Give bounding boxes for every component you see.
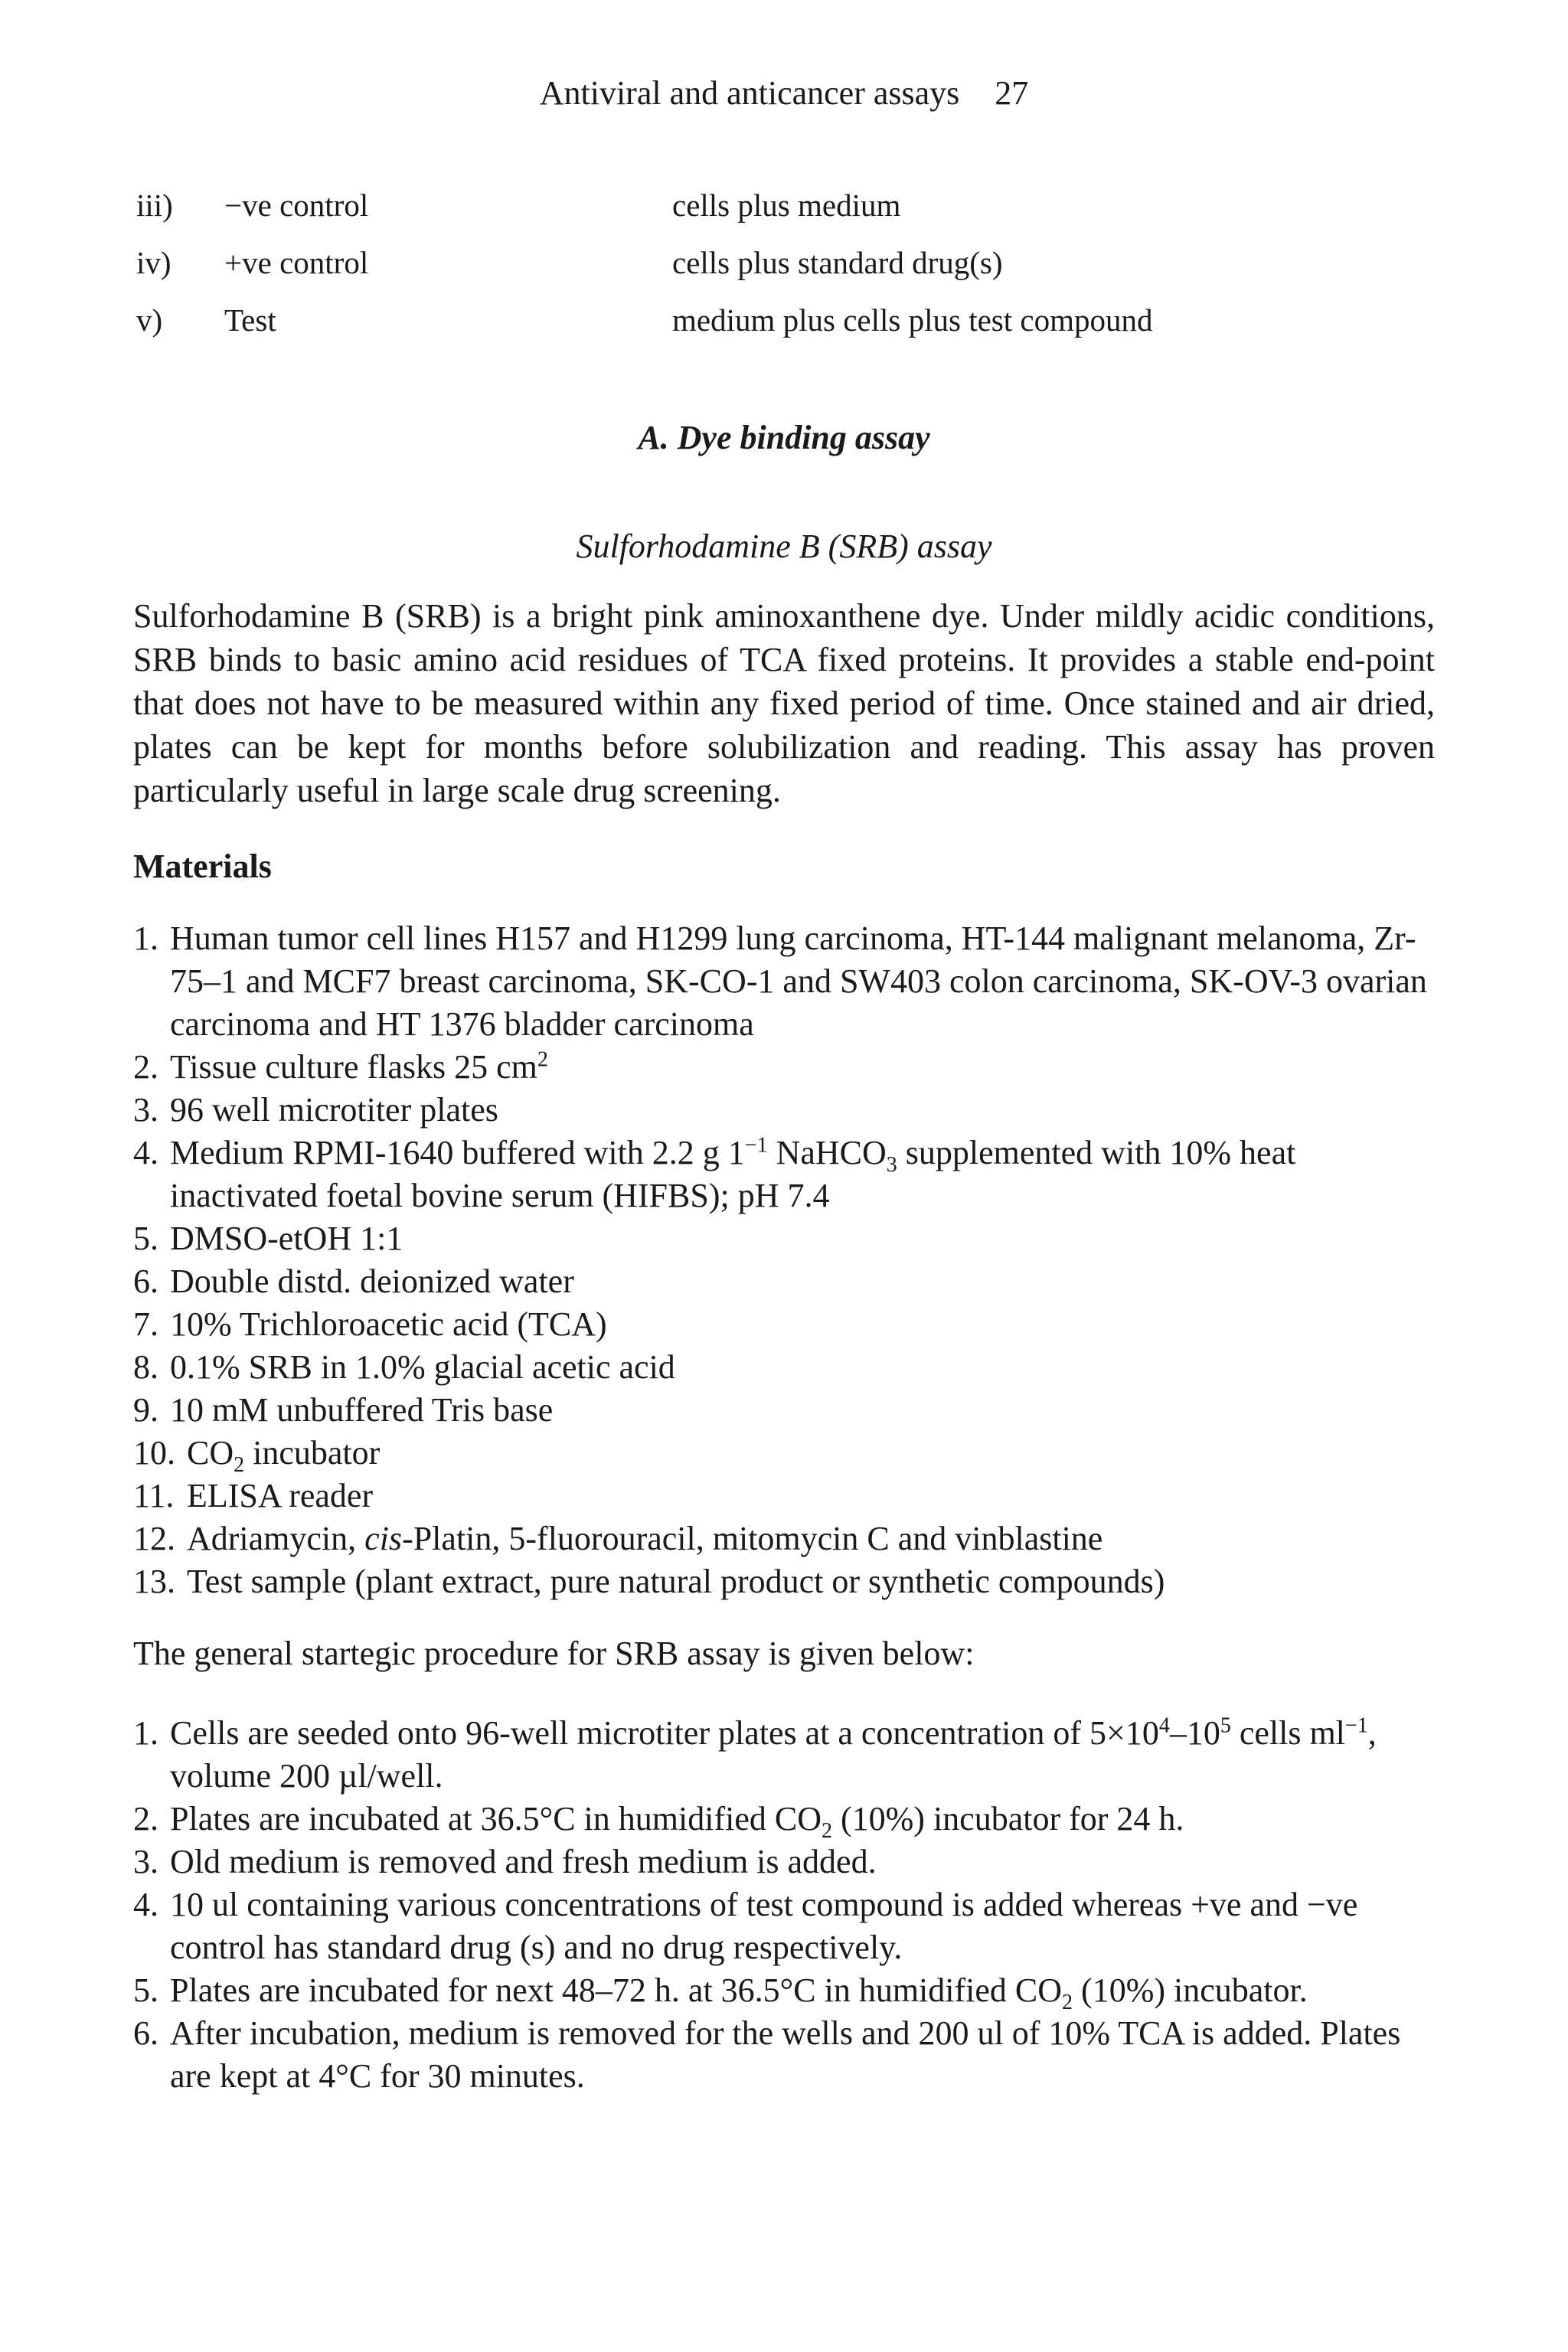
list-item <box>133 1389 1435 1432</box>
materials-heading: Materials <box>133 848 272 885</box>
superscript: −1 <box>744 1133 768 1158</box>
list-item <box>133 1132 1435 1217</box>
item-text: incubator <box>244 1434 381 1472</box>
subscript: 2 <box>1062 1990 1073 2014</box>
list-item <box>133 1260 1435 1303</box>
list-item <box>133 1560 1435 1603</box>
running-head <box>0 74 1568 113</box>
procedure-list <box>133 1712 1435 2098</box>
item-text: Cells are seeded onto 96-well microtiter plates at a concentration of 5×10 <box>170 1714 1159 1752</box>
item-text: Old medium is removed and fresh medium is added. <box>170 1843 877 1880</box>
item-text: Tissue culture flasks 25 cm <box>170 1048 537 1086</box>
item-text: (10%) incubator. <box>1073 1971 1308 2009</box>
item-text: Adriamycin, <box>187 1520 365 1557</box>
control-row <box>136 244 1438 302</box>
item-text: Plates are incubated at 36.5°C in humidified CO <box>170 1800 822 1838</box>
item-text: Plates are incubated for next 48–72 h. at 36.5°C in humidified CO <box>170 1971 1063 2009</box>
item-text: 10 mM unbuffered Tris base <box>170 1391 554 1429</box>
intro-paragraph: Sulforhodamine B (SRB) is a bright pink aminoxanthene dye. Under mildly acidic conditions, SRB binds to basic amino acid residues of TCA fixed proteins. It provides a stable end-point that does not have to be measured within any fixed period of time. Once stained and air dried, plates can be kept for months before solubilization and reading. This assay has proven particularly useful in large scale drug screening. <box>133 597 1435 809</box>
item-number: 8. <box>133 1348 158 1386</box>
item-number: 12. <box>133 1520 175 1557</box>
control-description: medium plus cells plus test compound <box>672 302 1153 338</box>
control-numeral: v) <box>136 302 163 338</box>
list-item <box>133 1475 1435 1517</box>
procedure-intro: The general startegic procedure for SRB assay is given below: <box>133 1635 975 1672</box>
list-item <box>133 1217 1435 1260</box>
control-row <box>136 187 1438 244</box>
item-number: 1. <box>133 1714 158 1752</box>
item-text: , volume 200 µl/well. <box>170 1714 1377 1795</box>
item-text: –10 <box>1169 1714 1220 1752</box>
control-list <box>136 187 1438 359</box>
list-item <box>133 1883 1435 1969</box>
item-text: Double distd. deionized water <box>170 1263 574 1300</box>
control-name: −ve control <box>224 188 369 223</box>
superscript: 2 <box>537 1047 548 1072</box>
list-item <box>133 1089 1435 1132</box>
superscript: −1 <box>1344 1713 1368 1738</box>
item-text: 10 ul containing various concentrations of test compound is added whereas +ve and −ve control has standard drug (s) and no drug respectively. <box>170 1886 1358 1966</box>
item-number: 6. <box>133 2014 158 2052</box>
item-text: Medium RPMI-1640 buffered with 2.2 g 1 <box>170 1134 745 1171</box>
subscript: 3 <box>886 1152 897 1177</box>
list-item <box>133 1303 1435 1346</box>
list-item <box>133 1046 1435 1089</box>
list-item <box>133 1798 1435 1841</box>
item-text: cells ml <box>1230 1714 1345 1752</box>
list-item <box>133 1432 1435 1475</box>
control-name: +ve control <box>224 245 369 280</box>
item-number: 13. <box>133 1563 175 1600</box>
item-number: 3. <box>133 1091 158 1129</box>
item-number: 1. <box>133 920 158 957</box>
materials-list <box>133 917 1435 1603</box>
control-numeral: iv) <box>136 245 172 280</box>
item-text: Test sample (plant extract, pure natural product or synthetic compounds) <box>187 1563 1165 1600</box>
running-head-title: Antiviral and anticancer assays <box>539 74 960 112</box>
item-text: Human tumor cell lines H157 and H1299 lung carcinoma, HT-144 malignant melanoma, Zr-75–1 and MCF7 breast carcinoma, SK-CO-1 and SW403 colon carcinoma, SK-OV-3 ovarian carcinoma and HT 1376 bladder carcinoma <box>170 920 1427 1043</box>
item-text: -Platin, 5-fluorouracil, mitomycin C and vinblastine <box>402 1520 1103 1557</box>
list-item <box>133 2012 1435 2098</box>
item-text: supplemented with 10% heat inactivated foetal bovine serum (HIFBS); pH 7.4 <box>170 1134 1296 1214</box>
item-number: 2. <box>133 1048 158 1086</box>
item-number: 11. <box>133 1477 175 1514</box>
item-number: 7. <box>133 1305 158 1343</box>
item-italic-text: cis <box>364 1520 403 1557</box>
subscript: 2 <box>234 1452 245 1477</box>
control-name: Test <box>224 302 276 338</box>
list-item <box>133 1841 1435 1883</box>
section-subtitle: Sulforhodamine B (SRB) assay <box>576 528 992 565</box>
superscript: 5 <box>1220 1713 1231 1738</box>
item-text: After incubation, medium is removed for the wells and 200 ul of 10% TCA is added. Plates are kept at 4°C for 30 minutes. <box>170 2014 1401 2095</box>
item-text: 96 well microtiter plates <box>170 1091 498 1129</box>
item-text: 0.1% SRB in 1.0% glacial acetic acid <box>170 1348 675 1386</box>
list-item <box>133 917 1435 1046</box>
item-text: DMSO-etOH 1:1 <box>170 1220 403 1257</box>
item-number: 4. <box>133 1134 158 1171</box>
item-text: 10% Trichloroacetic acid (TCA) <box>170 1305 607 1343</box>
list-item <box>133 1517 1435 1560</box>
item-number: 3. <box>133 1843 158 1880</box>
item-number: 9. <box>133 1391 158 1429</box>
superscript: 4 <box>1158 1713 1170 1738</box>
item-text: (10%) incubator for 24 h. <box>831 1800 1184 1838</box>
item-text: ELISA reader <box>187 1477 374 1514</box>
item-number: 5. <box>133 1971 158 2009</box>
item-text: CO <box>187 1434 234 1472</box>
control-numeral: iii) <box>136 188 173 223</box>
list-item <box>133 1712 1435 1798</box>
item-number: 5. <box>133 1220 158 1257</box>
control-row <box>136 302 1438 359</box>
subscript: 2 <box>821 1818 832 1843</box>
section-title: A. Dye binding assay <box>638 419 930 456</box>
control-description: cells plus medium <box>672 188 901 223</box>
item-number: 4. <box>133 1886 158 1923</box>
item-number: 2. <box>133 1800 158 1838</box>
item-number: 10. <box>133 1434 175 1472</box>
list-item <box>133 1969 1435 2012</box>
item-text: NaHCO <box>767 1134 887 1171</box>
list-item <box>133 1346 1435 1389</box>
page-number: 27 <box>995 74 1029 112</box>
item-number: 6. <box>133 1263 158 1300</box>
control-description: cells plus standard drug(s) <box>672 245 1003 280</box>
